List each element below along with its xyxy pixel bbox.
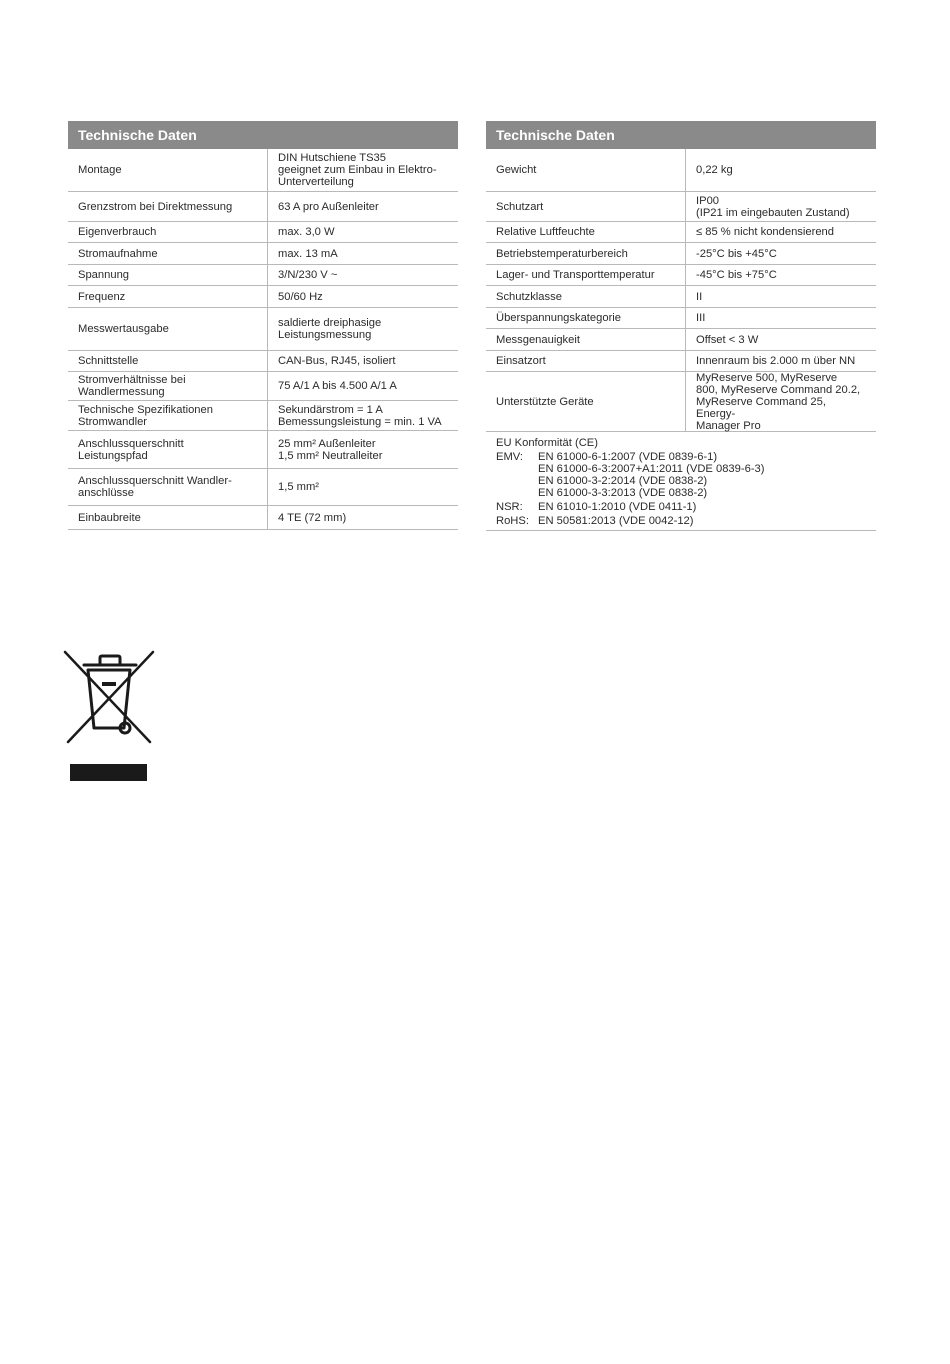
table-row [486,329,876,351]
row-label: Eigenverbrauch [78,226,157,238]
table-row [486,222,876,243]
standard-entry: EN 61000-6-1:2007 (VDE 0839-6-1) [538,451,718,463]
conformity-key: NSR: [496,501,523,513]
eu-conformity-block [486,432,876,531]
table-row [486,243,876,265]
table-row [68,351,458,372]
eu-conformity-title: EU Konformität (CE) [496,437,598,449]
standard-entry: EN 61010-1:2010 (VDE 0411-1) [538,501,697,513]
table-row [68,265,458,286]
table-row [68,469,458,506]
row-value: -25°C bis +45°C [696,247,777,260]
row-label: Unterstützte Geräte [496,395,594,408]
right-table-header: Technische Daten [486,121,876,149]
left-table-header: Technische Daten [68,121,458,149]
row-label: Überspannungskategorie [496,312,622,324]
standard-entry: EN 61000-3-2:2014 (VDE 0838-2) [538,475,708,487]
table-row [486,308,876,329]
right-spec-table [486,121,876,531]
row-value: 50/60 Hz [278,290,323,303]
table-row [68,243,458,265]
row-label: Anschlussquerschnitt Wandler- anschlüsse [78,475,232,499]
row-value: Offset < 3 W [696,333,759,346]
table-row [486,351,876,372]
row-value: 0,22 kg [696,164,733,176]
row-value: CAN-Bus, RJ45, isoliert [278,355,396,367]
row-label: Betriebstemperaturbereich [496,247,628,260]
row-label: Lager- und Transporttemperatur [496,269,655,281]
row-value: II [696,290,703,303]
table-row [68,286,458,308]
row-value: 1,5 mm² [278,481,320,493]
row-label: Anschlussquerschnitt Leistungspfad [78,437,184,462]
row-value: 63 A pro Außenleiter [278,200,379,213]
row-value: Innenraum bis 2.000 m über NN [696,355,856,367]
table-row [486,372,876,432]
table-row [68,401,458,431]
conformity-group-emv [496,451,866,499]
row-label: Schutzklasse [496,290,562,303]
row-label: Spannung [78,269,130,281]
row-value: 4 TE (72 mm) [278,511,347,524]
row-value: -45°C bis +75°C [696,269,777,281]
table-row [68,192,458,222]
table-row [68,372,458,401]
table-row [486,265,876,286]
table-row [68,506,458,530]
row-label: Montage [78,164,122,176]
row-label: Gewicht [496,164,537,176]
row-value: MyReserve 500, MyReserve 800, MyReserve Command 20.2, MyReserve Command 25, Energy- Manager Pro [696,371,861,432]
row-value: 3/N/230 V ~ [278,269,338,281]
row-value: 75 A/1 A bis 4.500 A/1 A [278,380,397,392]
left-spec-table [68,121,458,530]
row-value: 25 mm² Außenleiter 1,5 mm² Neutralleiter [278,437,383,462]
row-label: Stromaufnahme [78,247,158,260]
row-value: max. 13 mA [278,247,338,260]
crossed-out-wheelie-bin-icon [62,648,156,746]
row-label: Grenzstrom bei Direktmessung [78,200,233,213]
row-value: Sekundärstrom = 1 A Bemessungsleistung = min. 1 VA [278,403,442,428]
table-row [68,308,458,351]
table-row [486,149,876,192]
row-value: saldierte dreiphasige Leistungsmessung [278,317,382,341]
row-label: Messgenauigkeit [496,333,580,346]
table-row [68,222,458,243]
row-label: Schutzart [496,200,544,213]
row-label: Frequenz [78,290,126,303]
row-label: Technische Spezifikationen Stromwandler [78,403,213,428]
row-label: Messwertausgabe [78,323,169,335]
table-row [486,286,876,308]
weee-underline-bar [70,764,147,781]
row-value: IP00 (IP21 im eingebauten Zustand) [696,194,850,219]
conformity-group-nsr [496,501,866,513]
row-value: ≤ 85 % nicht kondensierend [696,226,834,238]
conformity-group-rohs [496,515,866,527]
table-row [486,192,876,222]
row-value: max. 3,0 W [278,226,335,238]
standard-entry: EN 50581:2013 (VDE 0042-12) [538,515,694,527]
table-row [68,149,458,192]
row-label: Schnittstelle [78,355,139,367]
conformity-key: RoHS: [496,515,529,527]
row-value: DIN Hutschiene TS35 geeignet zum Einbau in Elektro- Unterverteilung [278,152,437,188]
row-value: III [696,312,706,324]
row-label: Einsatzort [496,355,546,367]
row-label: Relative Luftfeuchte [496,226,595,238]
conformity-key: EMV: [496,451,523,463]
row-label: Stromverhältnisse bei Wandlermessung [78,374,186,398]
table-row [68,431,458,469]
standard-entry: EN 61000-6-3:2007+A1:2011 (VDE 0839-6-3) [538,463,765,475]
standard-entry: EN 61000-3-3:2013 (VDE 0838-2) [538,487,708,499]
row-label: Einbaubreite [78,511,141,524]
